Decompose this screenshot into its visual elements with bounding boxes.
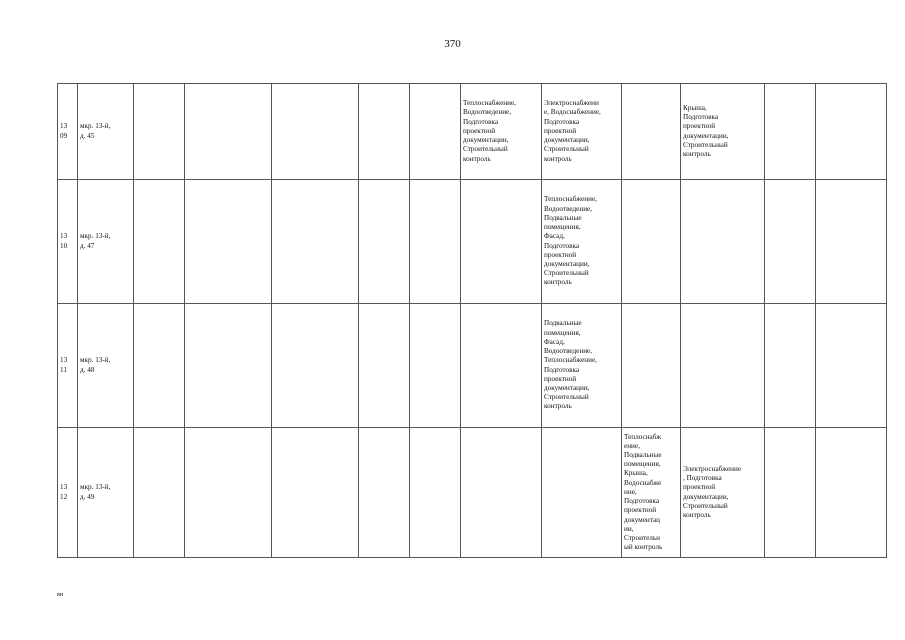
work-types-cell xyxy=(461,428,542,558)
table-row xyxy=(58,428,887,558)
empty-cell xyxy=(765,180,816,304)
work-types-cell xyxy=(681,180,765,304)
page-number: 370 xyxy=(444,38,461,50)
empty-cell xyxy=(185,428,272,558)
repair-schedule-table xyxy=(57,83,887,558)
work-types-cell xyxy=(542,428,622,558)
empty-cell xyxy=(816,304,887,428)
empty-cell xyxy=(359,304,410,428)
empty-cell xyxy=(410,84,461,180)
work-types-cell: Теплоснабж ение, Подвальные помещения, Крыша, Водоснабже ние, Подготовка проектной документац ии, Строительн ый контроль xyxy=(622,428,681,558)
address-cell: мкр. 13-й, д. 47 xyxy=(78,180,134,304)
empty-cell xyxy=(134,428,185,558)
address-cell: мкр. 13-й, д. 49 xyxy=(78,428,134,558)
work-types-cell xyxy=(622,180,681,304)
empty-cell xyxy=(359,84,410,180)
row-number-cell: 13 12 xyxy=(58,428,78,558)
empty-cell xyxy=(272,84,359,180)
empty-cell xyxy=(765,84,816,180)
table-row xyxy=(58,180,887,304)
empty-cell xyxy=(134,304,185,428)
empty-cell xyxy=(185,180,272,304)
empty-cell xyxy=(185,304,272,428)
empty-cell xyxy=(816,84,887,180)
empty-cell xyxy=(410,428,461,558)
row-number-cell: 13 09 xyxy=(58,84,78,180)
empty-cell xyxy=(134,180,185,304)
work-types-cell xyxy=(622,84,681,180)
empty-cell xyxy=(272,304,359,428)
address-cell: мкр. 13-й, д. 45 xyxy=(78,84,134,180)
work-types-cell: Теплоснабжение, Водоотведение, Подготовка проектной документации, Строительный контроль xyxy=(461,84,542,180)
empty-cell xyxy=(272,428,359,558)
empty-cell xyxy=(816,428,887,558)
empty-cell xyxy=(765,428,816,558)
work-types-cell: Электроснабжени е, Водоснабжение, Подготовка проектной документации, Строительный контроль xyxy=(542,84,622,180)
work-types-cell xyxy=(681,304,765,428)
address-cell: мкр. 13-й, д. 48 xyxy=(78,304,134,428)
work-types-cell: Крыша, Подготовка проектной документации, Строительный контроль xyxy=(681,84,765,180)
work-types-cell: Электроснабжение , Подготовка проектной документации, Строительный контроль xyxy=(681,428,765,558)
empty-cell xyxy=(359,180,410,304)
empty-cell xyxy=(410,180,461,304)
row-number-cell: 13 11 xyxy=(58,304,78,428)
footer-mark: ви xyxy=(57,592,64,598)
row-number-cell: 13 10 xyxy=(58,180,78,304)
empty-cell xyxy=(134,84,185,180)
work-types-cell: Теплоснабжение, Водоотведение, Подвальные помещения, Фасад, Подготовка проектной документации, Строительный контроль xyxy=(542,180,622,304)
empty-cell xyxy=(359,428,410,558)
empty-cell xyxy=(185,84,272,180)
empty-cell xyxy=(410,304,461,428)
table-row xyxy=(58,84,887,180)
empty-cell xyxy=(272,180,359,304)
work-types-cell xyxy=(461,180,542,304)
table-row xyxy=(58,304,887,428)
work-types-cell: Подвальные помещения, Фасад, Водоотведение, Теплоснабжение, Подготовка проектной документации, Строительный контроль xyxy=(542,304,622,428)
empty-cell xyxy=(765,304,816,428)
empty-cell xyxy=(816,180,887,304)
work-types-cell xyxy=(622,304,681,428)
work-types-cell xyxy=(461,304,542,428)
